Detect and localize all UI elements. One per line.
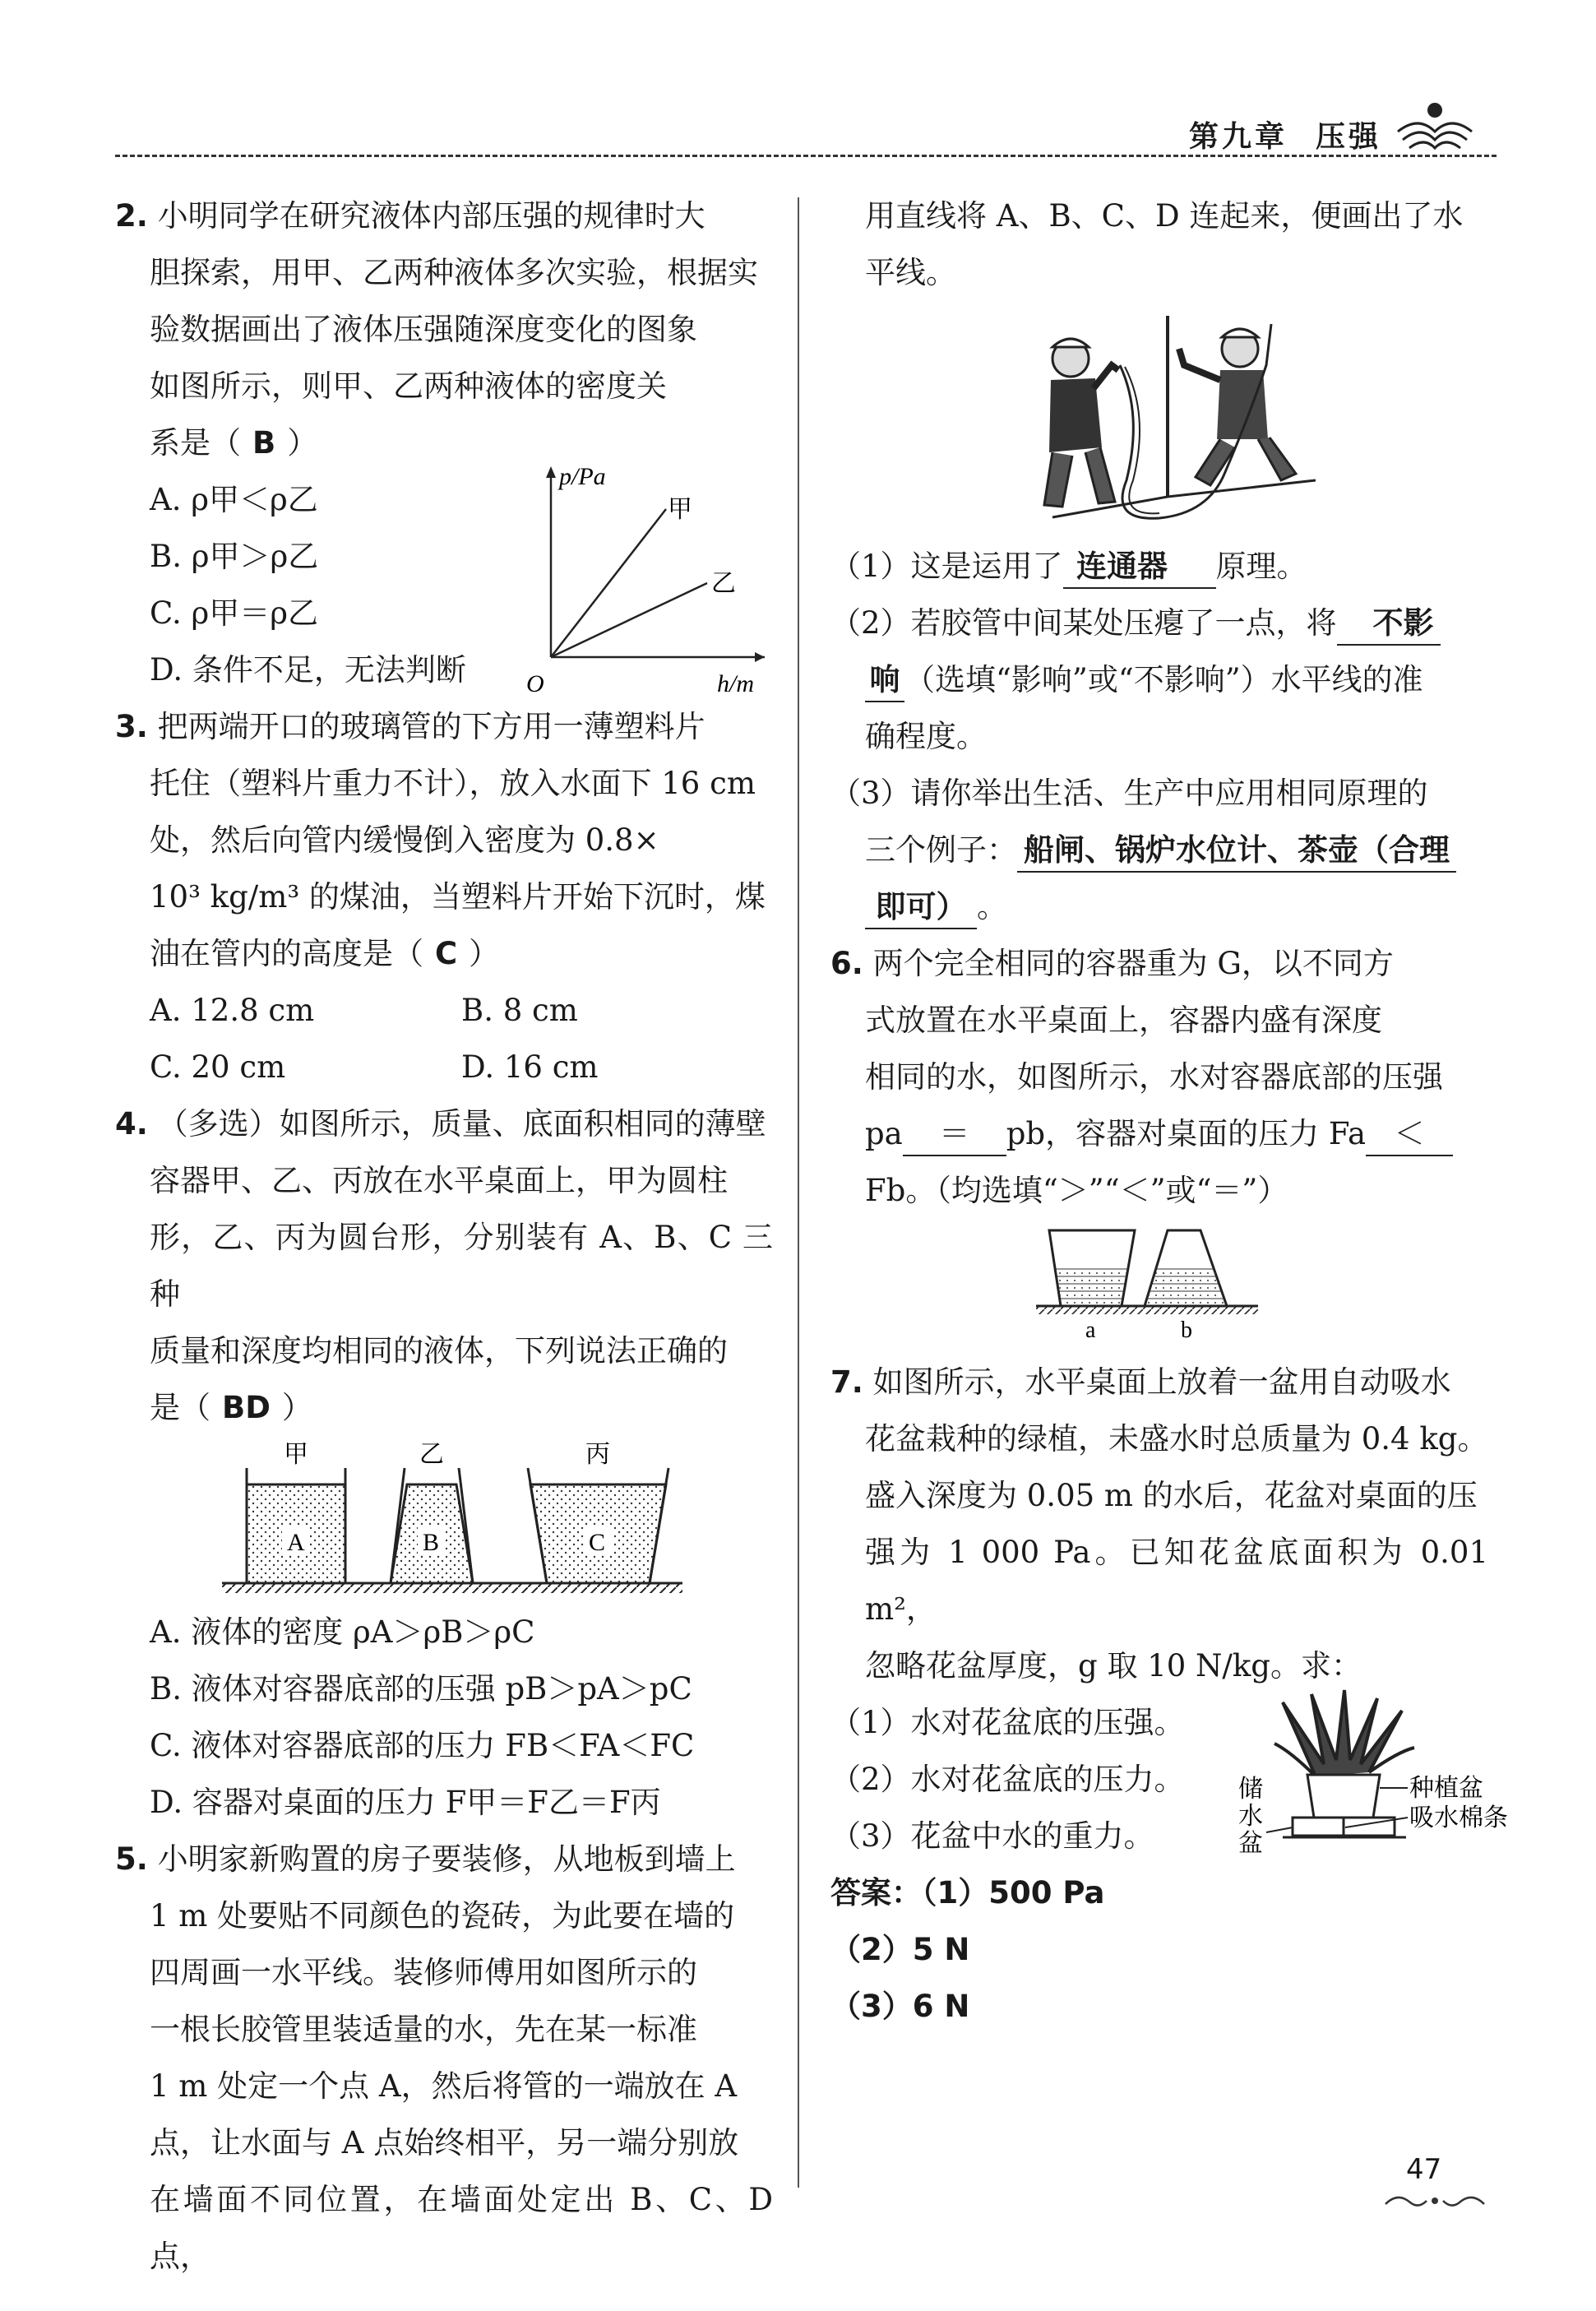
inverted-containers-figure [1036, 1227, 1258, 1342]
graph-line-yi: 乙 [711, 569, 736, 598]
option-a: A. ρ甲＜ρ乙 [150, 482, 318, 517]
containers-figure [222, 1439, 682, 1604]
option-a: A. 液体的密度 ρA＞ρB＞ρC [150, 1614, 535, 1650]
label-planting-pot: 种植盆 [1409, 1774, 1483, 1803]
question-5-part2: 用直线将 A、B、C、D 连起来，便画出了水 平线。 （1）这是运用了 连通器 原理。 （2）若胶管中间某处压瘪了一点，将 不影 响 （选填“影响”或“不影响”）水平线的准 确程度。 （3）请你举出生活、生产中应用相同原理的 三个例子： 船闸、锅炉水位计、茶壶（合理 即可） 。 [830, 188, 1488, 935]
option-b: B. ρ甲＞ρ乙 [150, 539, 319, 574]
option-d: D. 容器对桌面的压力 F甲＝F乙＝F丙 [150, 1785, 661, 1820]
workers-hose-illustration [1020, 316, 1316, 530]
blank-answer-2a: 不影 [1337, 603, 1441, 646]
question-3: 3. 把两端开口的玻璃管的下方用一薄塑料片 托住（塑料片重力不计），放入水面下 16 cm 处，然后向管内缓慢倒入密度为 0.8× 10³ kg/m³ 的煤油，当塑料片开始下沉时，煤 油在管内的高度是（ C ） A. 12.8 cm B. 8 cm C. 20 cm D. 16 cm [115, 698, 773, 1095]
container-label-jia: 甲 [284, 1440, 308, 1469]
option-a: A. 12.8 cm [150, 993, 315, 1028]
header-divider [115, 155, 1497, 157]
container-label-b: b [1181, 1318, 1192, 1343]
option-c: C. 液体对容器底部的压力 FB＜FA＜FC [150, 1728, 695, 1763]
option-c: C. ρ甲＝ρ乙 [150, 595, 319, 631]
answer-mark: B [252, 425, 276, 461]
option-b: B. 液体对容器底部的压强 pB＞pA＞pC [150, 1671, 692, 1707]
answer-mark: BD [222, 1390, 271, 1425]
label-pen: 盆 [1238, 1829, 1263, 1858]
answer-2: （2）5 N [830, 1932, 970, 1967]
label-chu: 储 [1238, 1775, 1263, 1804]
graph-x-label: h/m [717, 670, 754, 697]
blank-answer-3b: 即可） [865, 887, 977, 929]
right-column [830, 188, 1508, 2035]
blank-answer-force: ＜ [1366, 1114, 1453, 1156]
option-b: B. 8 cm [461, 993, 578, 1028]
pressure-depth-graph [526, 460, 773, 698]
container-label-a: a [1085, 1318, 1096, 1343]
liquid-label-b: B [423, 1529, 440, 1556]
graph-line-jia: 甲 [668, 495, 692, 524]
liquid-label-a: A [287, 1529, 305, 1556]
graph-y-label: p/Pa [559, 463, 606, 490]
question-5-part1: 5. 小明家新购置的房子要装修，从地板到墙上 1 m 处要贴不同颜色的瓷砖，为此要在墙的 四周画一水平线。装修师傅用如图所示的 一根长胶管里装适量的水，先在某一标准 1 m 处定一个点 A，然后将管的一端放在 A 点，让水面与 A 点始终相平，另一端分别放 在墙面不同位置，在墙面处定出 B、C、D 点， [115, 1841, 773, 2274]
graph-origin: O [526, 670, 544, 697]
ornament-icon [1390, 99, 1480, 153]
blank-answer-pressure: ＝ [903, 1114, 1006, 1156]
answer-mark: C [435, 936, 458, 971]
page-number: 47 [1406, 2153, 1442, 2186]
blank-answer-1: 连通器 [1063, 546, 1216, 589]
left-column [115, 188, 773, 2285]
label-wick: 吸水棉条 [1409, 1804, 1508, 1832]
container-label-bing: 丙 [585, 1440, 610, 1469]
page-header [115, 99, 1497, 164]
container-label-yi: 乙 [419, 1440, 444, 1469]
option-d: D. 条件不足，无法判断 [150, 652, 466, 688]
blank-answer-3a: 船闸、锅炉水位计、茶壶（合理 [1017, 830, 1456, 873]
question-4: 4. （多选）如图所示，质量、底面积相同的薄壁 容器甲、乙、丙放在水平桌面上，甲为圆柱 形，乙、丙为圆台形，分别装有 A、B、C 三种 质量和深度均相同的液体，下列说法正确的 是（ BD ） 甲 乙 丙 A B C A. 液体的密度 ρA＞ρB＞ρC B. 液体对容器底部的压强 pB＞pA＞pC C. 液体对容器底部的压力 FB＜FA＜FC D. 容器对桌面的压力 F甲＝F乙＝F丙 [115, 1095, 773, 1831]
question-2: 2. 小明同学在研究液体内部压强的规律时大 胆探索，用甲、乙两种液体多次实验，根据实 验数据画出了液体压强随深度变化的图象 如图所示，则甲、乙两种液体的密度关 系是（ B ） A. ρ甲＜ρ乙 B. ρ甲＞ρ乙 C. ρ甲＝ρ乙 D. 条件不足，无法判断 p/Pa h/m O 甲 乙 [115, 188, 773, 698]
blank-answer-2b: 响 [865, 660, 904, 702]
question-7: 7. 如图所示，水平桌面上放着一盆用自动吸水 花盆栽种的绿植，未盛水时总质量为 0.4 kg。 盛入深度为 0.05 m 的水后，花盆对桌面的压 强为 1 000 Pa。已知花盆底面积为 0.01 m²， 忽略花盆厚度，g 取 10 N/kg。求： （1）水对花盆底的压强。 （2）水对花盆底的压力。 （3）花盆中水的重力。 储 水 盆 种植盆 吸水棉条 答案：（1）500 Pa （2）5 N （3）6 N [830, 1354, 1488, 2035]
label-shui: 水 [1238, 1802, 1263, 1831]
footer-ornament-icon [1381, 2188, 1488, 2212]
answer-3: （3）6 N [830, 1989, 970, 2024]
option-c: C. 20 cm [150, 1049, 286, 1085]
option-d: D. 16 cm [461, 1049, 599, 1085]
liquid-label-c: C [589, 1529, 606, 1556]
answer-1: 答案：（1）500 Pa [830, 1875, 1105, 1910]
question-6: 6. 两个完全相同的容器重为 G，以不同方 式放置在水平桌面上，容器内盛有深度 相同的水，如图所示，水对容器底部的压强 pa ＝ pb，容器对桌面的压力 Fa ＜ Fb。（均选填“＞”“＜”或“＝”） a b [830, 935, 1488, 1342]
column-divider [798, 197, 799, 2188]
plant-pot-figure [1233, 1686, 1508, 1867]
chapter-title: 第九章 压强 [1188, 120, 1381, 154]
